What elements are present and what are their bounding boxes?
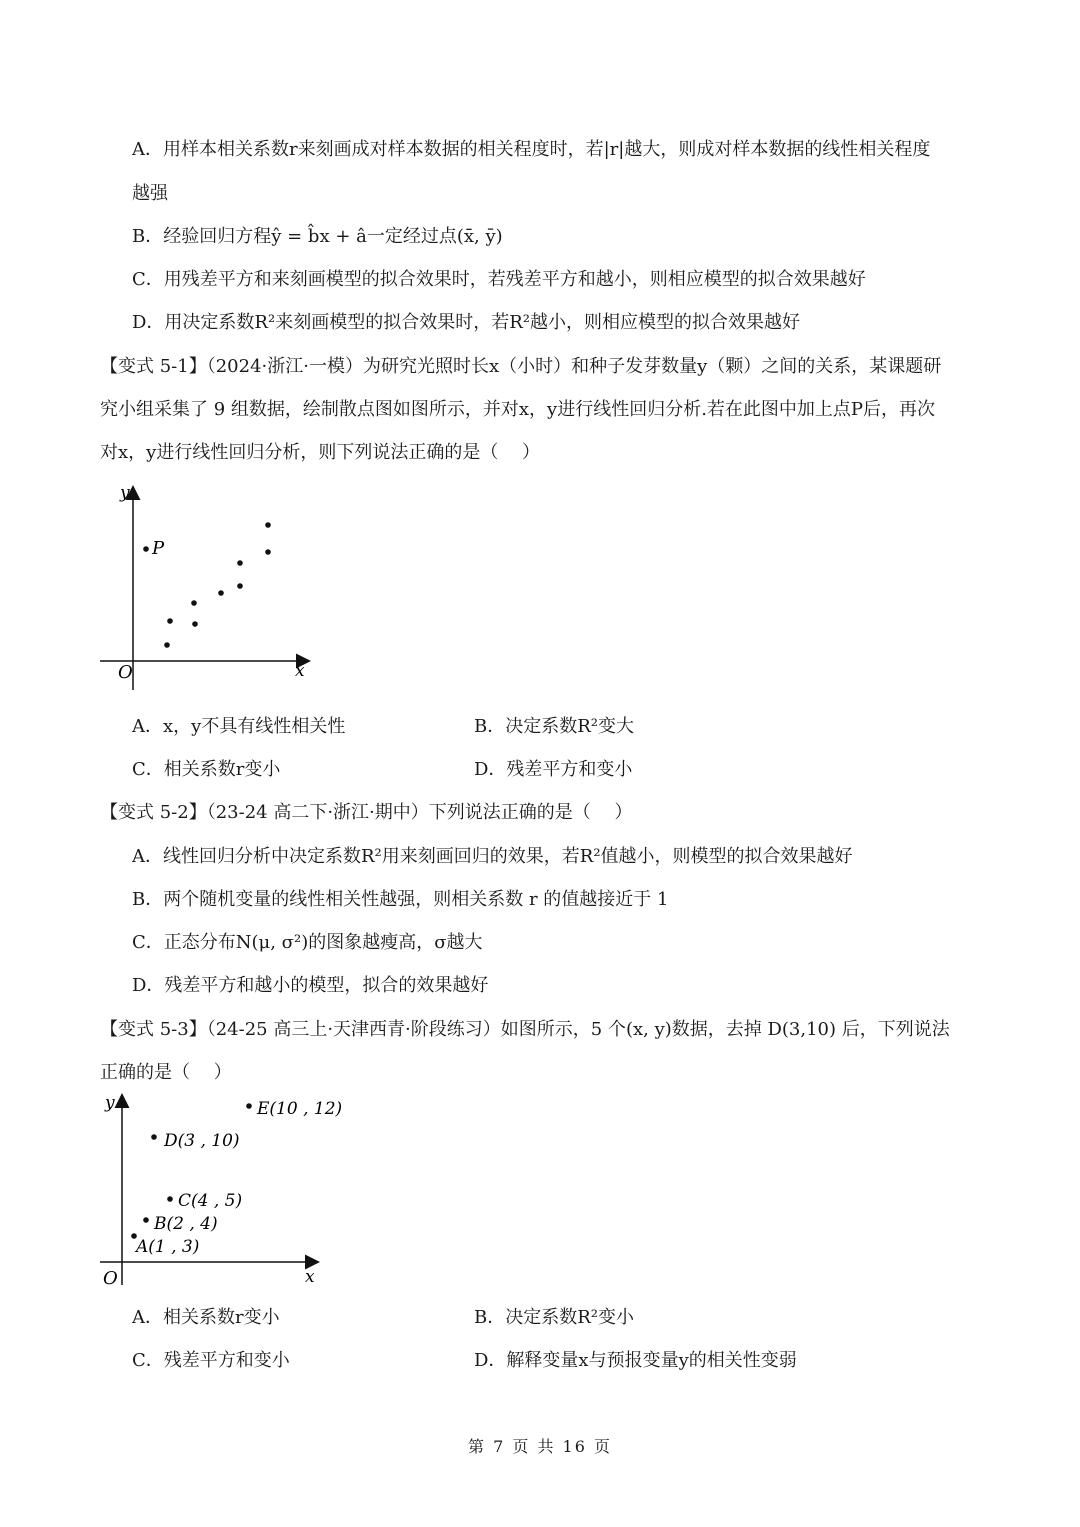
v53-stem-line1 xyxy=(100,1017,950,1043)
q5-option-a-line1: A．用样本相关系数r来刻画成对样本数据的相关程度时，若|r|越大，则成对样本数据的线性相关程度 xyxy=(132,139,931,160)
v52-stem-text: （23-24 高二下·浙江·期中）下列说法正确的是（ ） xyxy=(206,802,633,823)
v51-point-p xyxy=(143,546,149,552)
v53-label-c: C(4 , 5) xyxy=(178,1191,243,1211)
v51-point-8 xyxy=(265,522,271,528)
v53-origin-label: O xyxy=(103,1268,118,1289)
v51-point-7 xyxy=(237,583,243,589)
v53-option-d: D．解释变量x与预报变量y的相关性变弱 xyxy=(474,1350,797,1371)
v52-stem xyxy=(100,800,633,826)
v51-point-1 xyxy=(164,642,170,648)
v51-point-2 xyxy=(167,618,173,624)
v53-y-label: y xyxy=(105,1093,115,1113)
v51-y-label: y xyxy=(120,483,130,503)
v53-stem-text-1: （24-25 高三上·天津西青·阶段练习）如图所示，5 个(x, y)数据，去掉 D(3,10) 后，下列说法 xyxy=(206,1019,950,1040)
v51-option-a: A．x，y不具有线性相关性 xyxy=(132,716,346,737)
v53-label-e: E(10 , 12) xyxy=(257,1099,343,1119)
v51-point-9 xyxy=(265,549,271,555)
v53-scatter-figure xyxy=(95,1090,345,1290)
v53-point-d xyxy=(151,1134,157,1140)
v51-point-p-label: P xyxy=(152,538,165,559)
v52-tag: 【变式 5-2】 xyxy=(100,802,207,823)
v51-option-b: B．决定系数R²变大 xyxy=(474,716,634,737)
v53-option-c: C．残差平方和变小 xyxy=(132,1350,290,1371)
v51-option-d: D．残差平方和变小 xyxy=(474,759,633,780)
q5-option-a-line2: 越强 xyxy=(132,183,168,204)
v51-tag: 【变式 5-1】 xyxy=(100,356,207,377)
v51-scatter-figure xyxy=(90,478,320,698)
v51-origin-label: O xyxy=(118,662,133,683)
page-footer: 第 7 页 共 16 页 xyxy=(468,1437,612,1456)
v51-stem-text-1: （2024·浙江·一模）为研究光照时长x（小时）和种子发芽数量y（颗）之间的关系，某课题研 xyxy=(206,356,942,377)
v53-label-a: A(1 , 3) xyxy=(136,1237,200,1257)
v51-x-label: x xyxy=(295,661,305,681)
v53-tag: 【变式 5-3】 xyxy=(100,1019,207,1040)
v53-option-b: B．决定系数R²变小 xyxy=(474,1307,634,1328)
v52-option-b: B．两个随机变量的线性相关性越强，则相关系数 r 的值越接近于 1 xyxy=(132,889,669,910)
v53-label-d: D(3 , 10) xyxy=(164,1131,240,1151)
v53-point-b xyxy=(143,1217,149,1223)
v53-option-a: A．相关系数r变小 xyxy=(132,1307,280,1328)
v52-option-c: C．正态分布N(μ, σ²)的图象越瘦高，σ越大 xyxy=(132,932,483,953)
q5-option-c: C．用残差平方和来刻画模型的拟合效果时，若残差平方和越小，则相应模型的拟合效果越好 xyxy=(132,269,866,290)
v51-option-c: C．相关系数r变小 xyxy=(132,759,281,780)
v53-point-c xyxy=(167,1196,173,1202)
v53-label-b: B(2 , 4) xyxy=(154,1214,218,1234)
v51-point-5 xyxy=(218,590,224,596)
v51-stem-line1 xyxy=(100,354,941,380)
q5-option-b: B．经验回归方程ŷ = b̂x + â一定经过点(x̄, ȳ) xyxy=(132,226,503,247)
v53-stem-line2: 正确的是（ ） xyxy=(100,1062,232,1083)
v51-point-4 xyxy=(192,621,198,627)
v52-option-a: A．线性回归分析中决定系数R²用来刻画回归的效果，若R²值越小，则模型的拟合效果越好 xyxy=(132,846,853,867)
v52-option-d: D．残差平方和越小的模型，拟合的效果越好 xyxy=(132,975,489,996)
v53-x-label: x xyxy=(305,1267,315,1287)
v51-stem-line3: 对x，y进行线性回归分析，则下列说法正确的是（ ） xyxy=(100,442,541,463)
v51-stem-line2: 究小组采集了 9 组数据，绘制散点图如图所示，并对x，y进行线性回归分析.若在此图中加上点P后，再次 xyxy=(100,399,936,420)
v53-point-e xyxy=(246,1103,252,1109)
v51-point-6 xyxy=(237,560,243,566)
q5-option-d: D．用决定系数R²来刻画模型的拟合效果时，若R²越小，则相应模型的拟合效果越好 xyxy=(132,312,800,333)
v51-point-3 xyxy=(191,600,197,606)
